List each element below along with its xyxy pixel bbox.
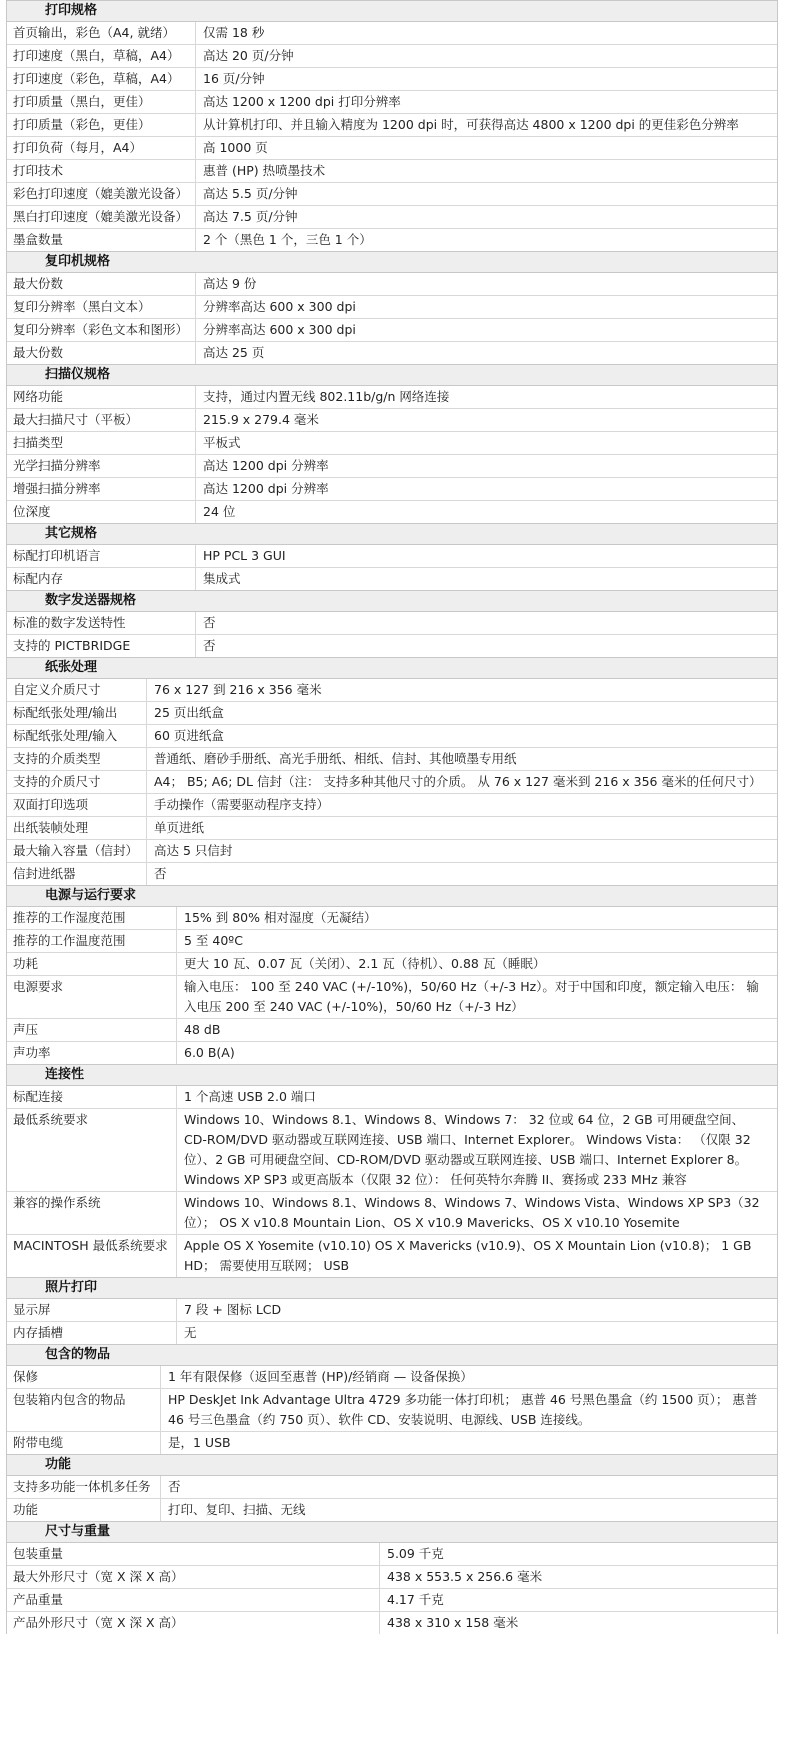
spec-value: 48 dB bbox=[184, 1022, 221, 1037]
spec-row bbox=[7, 1432, 777, 1454]
spec-label: 打印质量（彩色，更佳） bbox=[7, 114, 196, 136]
spec-label: 打印速度（黑白，草稿，A4） bbox=[7, 45, 196, 67]
spec-label: 最大份数 bbox=[7, 273, 196, 295]
spec-row bbox=[7, 748, 777, 771]
spec-value: 6.0 B(A) bbox=[184, 1045, 235, 1060]
spec-label: 最大扫描尺寸（平板） bbox=[7, 409, 196, 431]
spec-label: 推荐的工作温度范围 bbox=[7, 930, 177, 952]
spec-row bbox=[7, 229, 777, 251]
spec-row bbox=[7, 863, 777, 885]
spec-value: 高达 25 页 bbox=[203, 345, 265, 360]
spec-label: 信封进纸器 bbox=[7, 863, 147, 885]
spec-value: 5 至 40ºC bbox=[184, 933, 243, 948]
section-title: 数字发送器规格 bbox=[7, 590, 777, 612]
spec-value: 打印、复印、扫描、无线 bbox=[168, 1502, 306, 1517]
spec-row bbox=[7, 930, 777, 953]
spec-label: 标配纸张处理/输出 bbox=[7, 702, 147, 724]
spec-row bbox=[7, 1299, 777, 1322]
section-title: 连接性 bbox=[7, 1064, 777, 1086]
spec-label: 包装箱内包含的物品 bbox=[7, 1389, 161, 1431]
spec-label: 复印分辨率（黑白文本） bbox=[7, 296, 196, 318]
spec-value: 否 bbox=[203, 615, 216, 630]
spec-section bbox=[6, 1521, 778, 1634]
spec-label: 功能 bbox=[7, 1499, 161, 1521]
spec-row bbox=[7, 794, 777, 817]
spec-value: Apple OS X Yosemite (v10.10) OS X Mavericks (v10.9)、OS X Mountain Lion (v10.8)； 1 GB HD； 需要使用互联网； USB bbox=[184, 1238, 752, 1273]
spec-label: 扫描类型 bbox=[7, 432, 196, 454]
spec-row bbox=[7, 206, 777, 229]
section-title: 功能 bbox=[7, 1454, 777, 1476]
spec-row bbox=[7, 432, 777, 455]
spec-row bbox=[7, 183, 777, 206]
spec-value: 高达 1200 dpi 分辨率 bbox=[203, 481, 329, 496]
spec-section bbox=[6, 1064, 778, 1277]
spec-value: 438 x 553.5 x 256.6 毫米 bbox=[387, 1569, 543, 1584]
spec-value: 25 页出纸盒 bbox=[154, 705, 224, 720]
spec-value: 单页进纸 bbox=[154, 820, 205, 835]
spec-label: 首页输出，彩色（A4, 就绪） bbox=[7, 22, 196, 44]
spec-label: 标配连接 bbox=[7, 1086, 177, 1108]
spec-row bbox=[7, 273, 777, 296]
spec-value: 1 个高速 USB 2.0 端口 bbox=[184, 1089, 316, 1104]
spec-value: Windows 10、Windows 8.1、Windows 8、Windows 7、Windows Vista、Windows XP SP3（32 位）； OS X v10.8 Mountain Lion、OS X v10.9 Mavericks、OS X v10.10 Yosemite bbox=[184, 1195, 760, 1230]
spec-value: 高 1000 页 bbox=[203, 140, 268, 155]
spec-value: 普通纸、磨砂手册纸、高光手册纸、相纸、信封、其他喷墨专用纸 bbox=[154, 751, 517, 766]
spec-row bbox=[7, 1086, 777, 1109]
spec-value: 2 个（黑色 1 个，三色 1 个） bbox=[203, 232, 372, 247]
spec-value: Windows 10、Windows 8.1、Windows 8、Windows 7： 32 位或 64 位，2 GB 可用硬盘空间、CD-ROM/DVD 驱动器或互联网连接、USB 端口、Internet Explorer。 Windows Vista： （仅限 32 位）、2 GB 可用硬盘空间、CD-ROM/DVD 驱动器或互联网连接、USB 端口、Internet Explorer 8。Windows XP SP3 或更高版本（仅限 32 位）： 任何英特尔奔腾 II、赛扬或 233 MHz 兼容 bbox=[184, 1112, 751, 1187]
spec-label: 标配内存 bbox=[7, 568, 196, 590]
spec-row bbox=[7, 1192, 777, 1235]
spec-value: 4.17 千克 bbox=[387, 1592, 444, 1607]
spec-value: 76 x 127 到 216 x 356 毫米 bbox=[154, 682, 322, 697]
spec-label: 自定义介质尺寸 bbox=[7, 679, 147, 701]
spec-label: 兼容的操作系统 bbox=[7, 1192, 177, 1234]
spec-row bbox=[7, 1042, 777, 1064]
spec-label: 内存插槽 bbox=[7, 1322, 177, 1344]
spec-value: 438 x 310 x 158 毫米 bbox=[387, 1615, 519, 1630]
spec-value: 集成式 bbox=[203, 571, 241, 586]
spec-label: 最大外形尺寸（宽 X 深 X 高） bbox=[7, 1566, 380, 1588]
spec-row bbox=[7, 725, 777, 748]
spec-row bbox=[7, 953, 777, 976]
section-title: 包含的物品 bbox=[7, 1344, 777, 1366]
spec-row bbox=[7, 1389, 777, 1432]
spec-row bbox=[7, 1019, 777, 1042]
spec-row bbox=[7, 114, 777, 137]
spec-value: 60 页进纸盒 bbox=[154, 728, 224, 743]
spec-row bbox=[7, 679, 777, 702]
spec-value: 仅需 18 秒 bbox=[203, 25, 265, 40]
spec-label: 网络功能 bbox=[7, 386, 196, 408]
spec-row bbox=[7, 771, 777, 794]
spec-row bbox=[7, 1543, 777, 1566]
spec-row bbox=[7, 976, 777, 1019]
spec-row bbox=[7, 1499, 777, 1521]
spec-value: 16 页/分钟 bbox=[203, 71, 265, 86]
spec-row bbox=[7, 1566, 777, 1589]
spec-row bbox=[7, 1235, 777, 1277]
section-title: 尺寸与重量 bbox=[7, 1521, 777, 1543]
spec-row bbox=[7, 568, 777, 590]
spec-value: 1 年有限保修（返回至惠普 (HP)/经销商 — 设备保换） bbox=[168, 1369, 473, 1384]
spec-row bbox=[7, 409, 777, 432]
spec-label: 打印质量（黑白，更佳） bbox=[7, 91, 196, 113]
spec-value: 否 bbox=[168, 1479, 181, 1494]
spec-row bbox=[7, 160, 777, 183]
spec-value: 高达 5 只信封 bbox=[154, 843, 233, 858]
spec-row bbox=[7, 1476, 777, 1499]
spec-value: 否 bbox=[154, 866, 167, 881]
spec-value: 高达 20 页/分钟 bbox=[203, 48, 294, 63]
spec-value: 15% 到 80% 相对湿度（无凝结） bbox=[184, 910, 377, 925]
spec-row bbox=[7, 91, 777, 114]
spec-label: MACINTOSH 最低系统要求 bbox=[7, 1235, 177, 1277]
spec-label: 最低系统要求 bbox=[7, 1109, 177, 1191]
spec-label: 产品外形尺寸（宽 X 深 X 高） bbox=[7, 1612, 380, 1634]
spec-value: 5.09 千克 bbox=[387, 1546, 444, 1561]
spec-section bbox=[6, 523, 778, 590]
spec-label: 出纸装帧处理 bbox=[7, 817, 147, 839]
spec-row bbox=[7, 137, 777, 160]
spec-section bbox=[6, 885, 778, 1064]
spec-row bbox=[7, 501, 777, 523]
spec-value: HP PCL 3 GUI bbox=[203, 548, 286, 563]
spec-row bbox=[7, 68, 777, 91]
spec-value: 高达 9 份 bbox=[203, 276, 257, 291]
spec-row bbox=[7, 840, 777, 863]
spec-label: 支持的介质尺寸 bbox=[7, 771, 147, 793]
spec-section bbox=[6, 1277, 778, 1344]
spec-section bbox=[6, 1454, 778, 1521]
spec-label: 打印速度（彩色，草稿，A4） bbox=[7, 68, 196, 90]
spec-table bbox=[6, 0, 778, 1634]
spec-section bbox=[6, 364, 778, 523]
spec-row bbox=[7, 342, 777, 364]
spec-value: 否 bbox=[203, 638, 216, 653]
spec-label: 最大份数 bbox=[7, 342, 196, 364]
spec-label: 保修 bbox=[7, 1366, 161, 1388]
spec-value: 高达 7.5 页/分钟 bbox=[203, 209, 298, 224]
spec-label: 推荐的工作湿度范围 bbox=[7, 907, 177, 929]
spec-section bbox=[6, 1344, 778, 1454]
spec-label: 显示屏 bbox=[7, 1299, 177, 1321]
spec-value: 高达 1200 dpi 分辨率 bbox=[203, 458, 329, 473]
spec-value: 是，1 USB bbox=[168, 1435, 231, 1450]
spec-row bbox=[7, 296, 777, 319]
section-title: 扫描仪规格 bbox=[7, 364, 777, 386]
section-title: 照片打印 bbox=[7, 1277, 777, 1299]
spec-value: 支持，通过内置无线 802.11b/g/n 网络连接 bbox=[203, 389, 450, 404]
spec-row bbox=[7, 1612, 777, 1634]
spec-row bbox=[7, 478, 777, 501]
spec-row bbox=[7, 1589, 777, 1612]
spec-label: 附带电缆 bbox=[7, 1432, 161, 1454]
spec-section bbox=[6, 590, 778, 657]
spec-label: 黑白打印速度（媲美激光设备） bbox=[7, 206, 196, 228]
spec-value: 惠普 (HP) 热喷墨技术 bbox=[203, 163, 326, 178]
spec-label: 复印分辨率（彩色文本和图形） bbox=[7, 319, 196, 341]
spec-row bbox=[7, 1109, 777, 1192]
spec-label: 支持的 PICTBRIDGE bbox=[7, 635, 196, 657]
spec-value: 分辨率高达 600 x 300 dpi bbox=[203, 322, 356, 337]
spec-label: 双面打印选项 bbox=[7, 794, 147, 816]
spec-label: 光学扫描分辨率 bbox=[7, 455, 196, 477]
spec-value: 分辨率高达 600 x 300 dpi bbox=[203, 299, 356, 314]
spec-row bbox=[7, 1322, 777, 1344]
section-title: 复印机规格 bbox=[7, 251, 777, 273]
spec-row bbox=[7, 907, 777, 930]
spec-row bbox=[7, 45, 777, 68]
spec-label: 增强扫描分辨率 bbox=[7, 478, 196, 500]
spec-label: 标准的数字发送特性 bbox=[7, 612, 196, 634]
spec-label: 打印技术 bbox=[7, 160, 196, 182]
spec-label: 标配打印机语言 bbox=[7, 545, 196, 567]
spec-section bbox=[6, 0, 778, 251]
spec-row bbox=[7, 22, 777, 45]
spec-label: 产品重量 bbox=[7, 1589, 380, 1611]
spec-label: 最大输入容量（信封） bbox=[7, 840, 147, 862]
spec-row bbox=[7, 545, 777, 568]
spec-value: HP DeskJet Ink Advantage Ultra 4729 多功能一体打印机； 惠普 46 号黑色墨盒（约 1500 页）； 惠普 46 号三色墨盒（约 750 页）、软件 CD、安装说明、电源线、USB 连接线。 bbox=[168, 1392, 758, 1427]
spec-value: 高达 5.5 页/分钟 bbox=[203, 186, 298, 201]
spec-label: 支持多功能一体机多任务 bbox=[7, 1476, 161, 1498]
section-title: 纸张处理 bbox=[7, 657, 777, 679]
section-title: 其它规格 bbox=[7, 523, 777, 545]
spec-row bbox=[7, 455, 777, 478]
section-title: 打印规格 bbox=[7, 0, 777, 22]
spec-label: 支持的介质类型 bbox=[7, 748, 147, 770]
spec-label: 功耗 bbox=[7, 953, 177, 975]
spec-label: 墨盒数量 bbox=[7, 229, 196, 251]
spec-row bbox=[7, 817, 777, 840]
spec-label: 声功率 bbox=[7, 1042, 177, 1064]
spec-label: 打印负荷（每月，A4） bbox=[7, 137, 196, 159]
spec-row bbox=[7, 1366, 777, 1389]
spec-label: 电源要求 bbox=[7, 976, 177, 1018]
spec-row bbox=[7, 635, 777, 657]
spec-row bbox=[7, 386, 777, 409]
spec-value: 无 bbox=[184, 1325, 197, 1340]
spec-value: 215.9 x 279.4 毫米 bbox=[203, 412, 319, 427]
spec-row bbox=[7, 702, 777, 725]
spec-section bbox=[6, 251, 778, 364]
spec-row bbox=[7, 319, 777, 342]
spec-value: 更大 10 瓦、0.07 瓦（关闭）、2.1 瓦（待机）、0.88 瓦（睡眠） bbox=[184, 956, 546, 971]
spec-value: 7 段 + 图标 LCD bbox=[184, 1302, 282, 1317]
spec-value: 从计算机打印、并且输入精度为 1200 dpi 时，可获得高达 4800 x 1200 dpi 的更佳彩色分辨率 bbox=[203, 117, 739, 132]
spec-value: A4； B5; A6; DL 信封（注： 支持多种其他尺寸的介质。 从 76 x 127 毫米到 216 x 356 毫米的任何尺寸） bbox=[154, 774, 762, 789]
spec-label: 彩色打印速度（媲美激光设备） bbox=[7, 183, 196, 205]
spec-label: 声压 bbox=[7, 1019, 177, 1041]
spec-row bbox=[7, 612, 777, 635]
spec-value: 输入电压： 100 至 240 VAC (+/-10%)，50/60 Hz（+/-3 Hz）。对于中国和印度，额定输入电压： 输入电压 200 至 240 VAC (+/-10%)，50/60 Hz（+/-3 Hz） bbox=[184, 979, 759, 1014]
spec-value: 24 位 bbox=[203, 504, 236, 519]
spec-value: 手动操作（需要驱动程序支持） bbox=[154, 797, 330, 812]
spec-label: 位深度 bbox=[7, 501, 196, 523]
spec-label: 包装重量 bbox=[7, 1543, 380, 1565]
section-title: 电源与运行要求 bbox=[7, 885, 777, 907]
spec-section bbox=[6, 657, 778, 885]
spec-value: 平板式 bbox=[203, 435, 241, 450]
spec-label: 标配纸张处理/输入 bbox=[7, 725, 147, 747]
spec-value: 高达 1200 x 1200 dpi 打印分辨率 bbox=[203, 94, 401, 109]
